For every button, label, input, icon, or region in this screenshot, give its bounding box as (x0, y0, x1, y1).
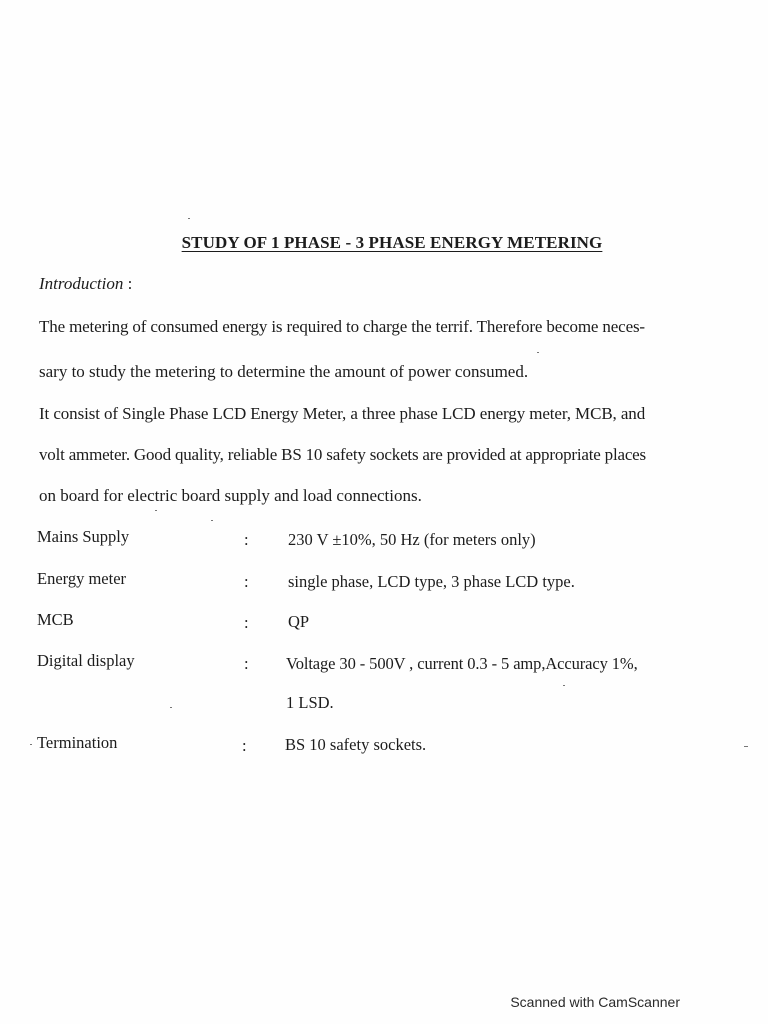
spec-colon: : (244, 572, 249, 591)
paragraph-line-5: on board for electric board supply and load connections. (39, 486, 422, 505)
scan-speck (155, 510, 157, 511)
scan-speck (744, 746, 748, 747)
document-title (0, 233, 768, 253)
scan-speck (170, 707, 172, 708)
spec-value: BS 10 safety sockets. (285, 735, 427, 754)
spec-value: Voltage 30 - 500V , current 0.3 - 5 amp,Accuracy 1%, (286, 654, 638, 673)
document-title-text: STUDY OF 1 PHASE - 3 PHASE ENERGY METERING (181, 233, 603, 252)
scan-speck (188, 218, 190, 219)
scan-speck (563, 685, 565, 686)
paragraph-line-4: volt ammeter. Good quality, reliable BS 10 safety sockets are provided at appropriate places (39, 445, 646, 464)
spec-value: 230 V ±10%, 50 Hz (for meters only) (288, 530, 536, 549)
spec-label: Mains Supply (37, 527, 130, 546)
camscanner-watermark: Scanned with CamScanner (510, 994, 680, 1010)
spec-colon: : (244, 654, 249, 673)
spec-colon: : (242, 736, 247, 755)
spec-colon: : (244, 613, 249, 632)
spec-label: Termination (37, 733, 118, 752)
scan-speck (537, 352, 539, 353)
scan-speck (211, 520, 213, 521)
paragraph-line-1: The metering of consumed energy is required to charge the terrif. Therefore become neces- (39, 317, 645, 336)
spec-colon: : (244, 530, 249, 549)
paragraph-line-3: It consist of Single Phase LCD Energy Meter, a three phase LCD energy meter, MCB, and (39, 404, 646, 423)
spec-value-continued: 1 LSD. (286, 693, 334, 712)
spec-value: single phase, LCD type, 3 phase LCD type. (288, 572, 575, 591)
spec-label: Digital display (37, 651, 135, 670)
introduction-label: Introduction (39, 274, 124, 293)
introduction-colon: : (123, 274, 133, 293)
scan-speck (30, 744, 32, 745)
spec-label: Energy meter (37, 569, 127, 588)
paragraph-line-2: sary to study the metering to determine the amount of power consumed. (39, 362, 529, 381)
spec-value: QP (288, 612, 310, 631)
introduction-heading (39, 274, 132, 294)
spec-label: MCB (37, 610, 74, 629)
